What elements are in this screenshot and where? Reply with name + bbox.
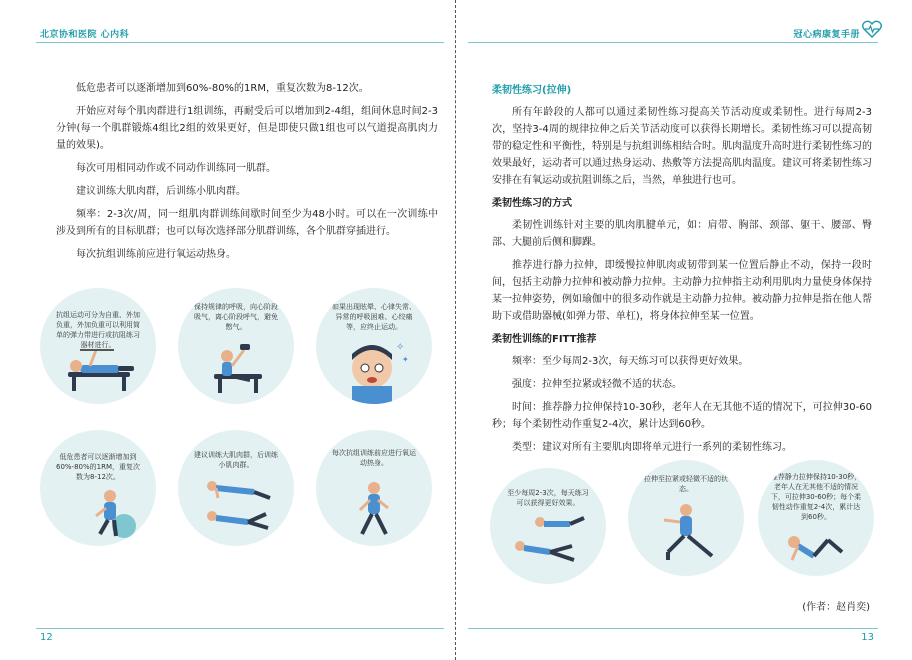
illustration-caption: 每次抗组训练前应进行氧运动热身。 [332,449,416,467]
fitt-item: 类型：建议对所有主要肌肉即将单元进行一系列的柔韧性练习。 [512,442,792,453]
illustration-resistance-equipment [40,288,156,404]
paragraph: 每次可用相同动作或不同动作训练同一肌群。 [76,163,276,174]
illustration-caption: 保持规律的呼吸，向心阶段吸气，离心阶段呼气，避免憋气。 [194,303,278,331]
paragraph: 所有年龄段的人都可以通过柔韧性练习提高关节活动度或柔韧性。进行每周2-3次，坚持3-4周的规律拉伸之后关节活动度可以获得长期增长。柔韧性练习可以提高韧带的稳定性和平衡性，特别是与抗组训练相结合时。肌肉温度升高时进行柔韧性练习的效果最好，运动者可以通过热身运动、热敷等方法提高肌肉温度。建议可将柔韧性练习安排在有氧运动或抗阻训练之后，当然，单独进行也可。 [492,107,872,186]
right-body-text [492,80,872,462]
svg-text:✦: ✦ [402,355,409,364]
illustration-large-muscle-first [178,430,294,546]
illustration-caption: 推荐静力拉伸保持10-30秒，老年人在无其他不适的情况下，可拉伸30-60秒；每个柔韧性动作重复2-4次，累计达到60秒。 [770,473,862,521]
footer-divider-right [468,628,878,629]
subsection-title: 柔韧性练习的方式 [492,198,572,209]
illustration-intensity [628,460,744,576]
illustration-caption: 如果出现眩晕、心律失常、异常的呼吸困难、心绞痛等，应终止运动。 [332,303,416,331]
illustration-caption: 建议训练大肌肉群，后训练小肌肉群。 [194,451,278,469]
paragraph: 开始应对每个肌肉群进行1组训练，再耐受后可以增加到2-4组，组间休息时间2-3分钟(每一个肌群锻炼4组比2组的效果更好，但是即使只做1组也可以气道提高肌肉力量的效果)。 [56,106,438,151]
header-title-left: 北京协和医院 心内科 [40,30,130,40]
paragraph: 每次抗组训练前应进行氧运动热身。 [76,249,236,260]
header-title-right: 冠心病康复手册 [793,30,860,40]
illustration-caption: 低危患者可以逐渐增加到60%-80%的1RM，重复次数为8-12次。 [56,453,140,481]
heart-pulse-icon [862,20,882,38]
section-title: 柔韧性练习(拉伸) [492,85,572,96]
illustration-caption: 拉伸至拉紧或轻微不适的状态。 [644,475,728,493]
illustration-frequency [490,468,606,584]
illustration-load-intensity [40,430,156,546]
illustration-duration [758,460,874,576]
paragraph: 建议训练大肌肉群，后训练小肌肉群。 [76,186,246,197]
paragraph: 频率：2-3次/周，同一组肌肉群训练间歇时间至少为48小时。可以在一次训练中涉及到所有的目标肌群；也可以每次选择部分肌群训练，各个肌群穿插进行。 [56,209,438,237]
fitt-item: 频率：至少每周2-3次，每天练习可以获得更好效果。 [512,356,749,367]
illustration-caption: 至少每周2-3次，每天练习可以获得更好效果。 [507,489,589,507]
fitt-item: 强度：拉伸至拉紧或轻微不适的状态。 [512,379,682,390]
paragraph: 推荐进行静力拉伸，即缓慢拉伸肌肉或韧带到某一位置后静止不动，保持一段时间，包括主动静力拉伸和被动静力拉伸。主动静力拉伸指主动利用肌肉力量使身体保持某一拉伸姿势，例如瑜伽中的很多动作就是主动静力拉伸。被动静力拉伸是指在他人帮助下或借助器械(如弹力带、单杠)，将身体拉伸至某一位置。 [492,260,872,322]
illustration-warning-symptoms [316,288,432,404]
header-divider-right [468,42,878,43]
footer-divider-left [36,628,444,629]
illustration-caption: 抗组运动可分为自重、外加负重，外加负重可以利用简单的弹力带进行或抗阻练习器材进行。 [56,311,140,349]
fitt-item: 时间：推荐静力拉伸保持10-30秒，老年人在无其他不适的情况下，可拉伸30-60秒；每个柔韧性动作重复2-4次，累计达到60秒。 [492,402,872,430]
plank-figures-icon [178,430,294,546]
left-body-text [56,80,438,269]
author-credit: (作者：赵肖奕) [802,602,870,613]
header-divider-left [36,42,444,43]
illustration-warm-up [316,430,432,546]
page-number-right: 13 [861,632,874,643]
paragraph: 低危患者可以逐渐增加到60%-80%的1RM，重复次数为8-12次。 [76,83,369,94]
stretching-figures-icon [490,468,606,584]
svg-text:✧: ✧ [396,342,405,353]
illustration-breathing [178,288,294,404]
paragraph: 柔韧性训练针对主要的肌肉肌腱单元，如：肩带、胸部、颈部、躯干、腰部、臀部、大腿前后侧和脚踝。 [492,220,872,248]
page-number-left: 12 [40,632,53,643]
subsection-title: 柔韧性训练的FITT推荐 [492,334,597,345]
ball-squat-figure-icon [40,430,156,546]
right-page [456,0,912,660]
